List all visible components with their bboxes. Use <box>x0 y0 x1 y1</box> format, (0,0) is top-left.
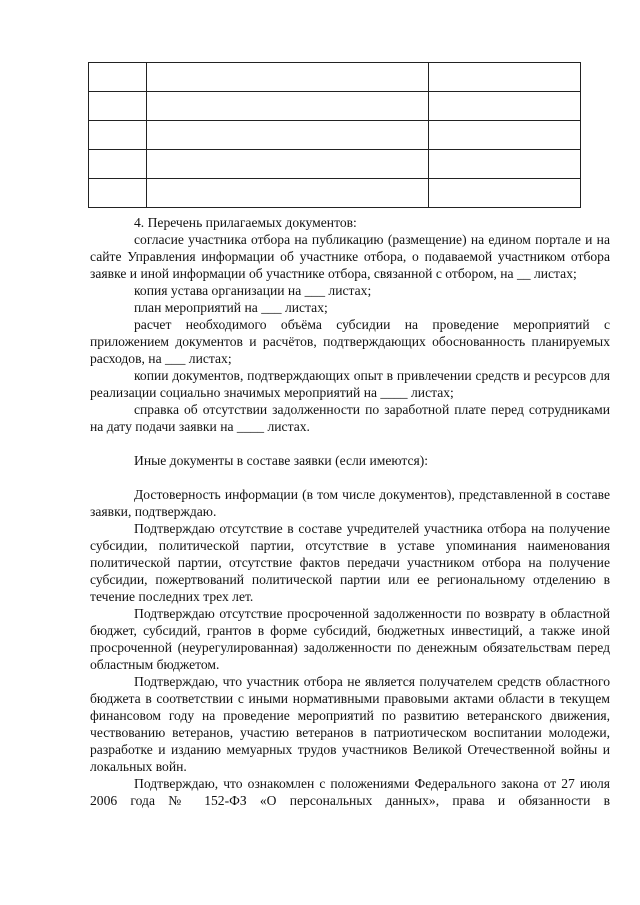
table-cell <box>89 179 147 208</box>
table-cell <box>147 179 429 208</box>
other-documents-label: Иные документы в составе заявки (если имеются): <box>134 453 429 468</box>
table-cell <box>147 92 429 121</box>
confirmation-no-debt: Подтверждаю отсутствие просроченной задолженности по возврату в областной бюджет, субсидий, грантов в форме субсидий, бюджетных инвестиций, а также иной просроченной (неурегулированная) задолженности по денежным обязательствам перед областным бюджетом. <box>90 606 610 672</box>
table-cell <box>429 179 581 208</box>
table-row <box>89 179 581 208</box>
spacer <box>90 469 610 486</box>
document-item-experience: копии документов, подтверждающих опыт в привлечении средств и ресурсов для реализации социально значимых мероприятий на ____ листах; <box>90 368 610 400</box>
table-cell <box>429 150 581 179</box>
table-cell <box>89 92 147 121</box>
confirmation-accuracy: Достоверность информации (в том числе документов), представленной в составе заявки, подтверждаю. <box>90 487 610 519</box>
document-item-charter: копия устава организации на ___ листах; <box>134 283 372 298</box>
table-cell <box>429 92 581 121</box>
table-row <box>89 63 581 92</box>
document-item-certificate: справка об отсутствии задолженности по заработной плате перед сотрудниками на дату подачи заявки на ____ листах. <box>90 402 610 434</box>
table-cell <box>147 63 429 92</box>
table-cell <box>89 63 147 92</box>
table-row <box>89 150 581 179</box>
table-cell <box>89 121 147 150</box>
document-item-calculation: расчет необходимого объёма субсидии на проведение мероприятий с приложением документов и расчётов, подтверждающих обоснованность планируемых расходов, на ___ листах; <box>90 317 610 366</box>
confirmation-personal-data: Подтверждаю, что ознакомлен с положениями Федерального закона от 27 июля 2006 года № 152-ФЗ «О персональных данных», права и обязанности в <box>90 776 610 808</box>
document-body <box>90 214 610 809</box>
confirmation-not-recipient: Подтверждаю, что участник отбора не является получателем средств областного бюджета в соответствии с иными нормативными правовыми актами области в текущем финансовом году на проведение мероприятий по развитию ветеранского движения, чествованию ветеранов, участию ветеранов в патриотическом воспитании молодежи, разработке и изданию мемуарных трудов участников Великой Отечественной войны и локальных войн. <box>90 674 610 774</box>
spacer <box>90 435 610 452</box>
table-cell <box>89 150 147 179</box>
table-row <box>89 121 581 150</box>
table-row <box>89 92 581 121</box>
document-item-consent: согласие участника отбора на публикацию (размещение) на едином портале и на сайте Управления информации об участнике отбора, о подаваемой участником отбора заявке и иной информации об участнике отбора, связанной с отбором, на __ листах; <box>90 232 610 281</box>
table-cell <box>429 121 581 150</box>
section-heading: 4. Перечень прилагаемых документов: <box>134 215 357 230</box>
document-item-plan: план мероприятий на ___ листах; <box>134 300 328 315</box>
data-table <box>88 62 581 208</box>
confirmation-political-party: Подтверждаю отсутствие в составе учредителей участника отбора на получение субсидии, политической партии, отсутствие в уставе упоминания наименования политической партии, отсутствие фактов передачи участником отбора на получение субсидии, пожертвований политической партии или ее региональному отделению в течение последних трех лет. <box>90 521 610 604</box>
table-cell <box>429 63 581 92</box>
table-cell <box>147 150 429 179</box>
table-cell <box>147 121 429 150</box>
